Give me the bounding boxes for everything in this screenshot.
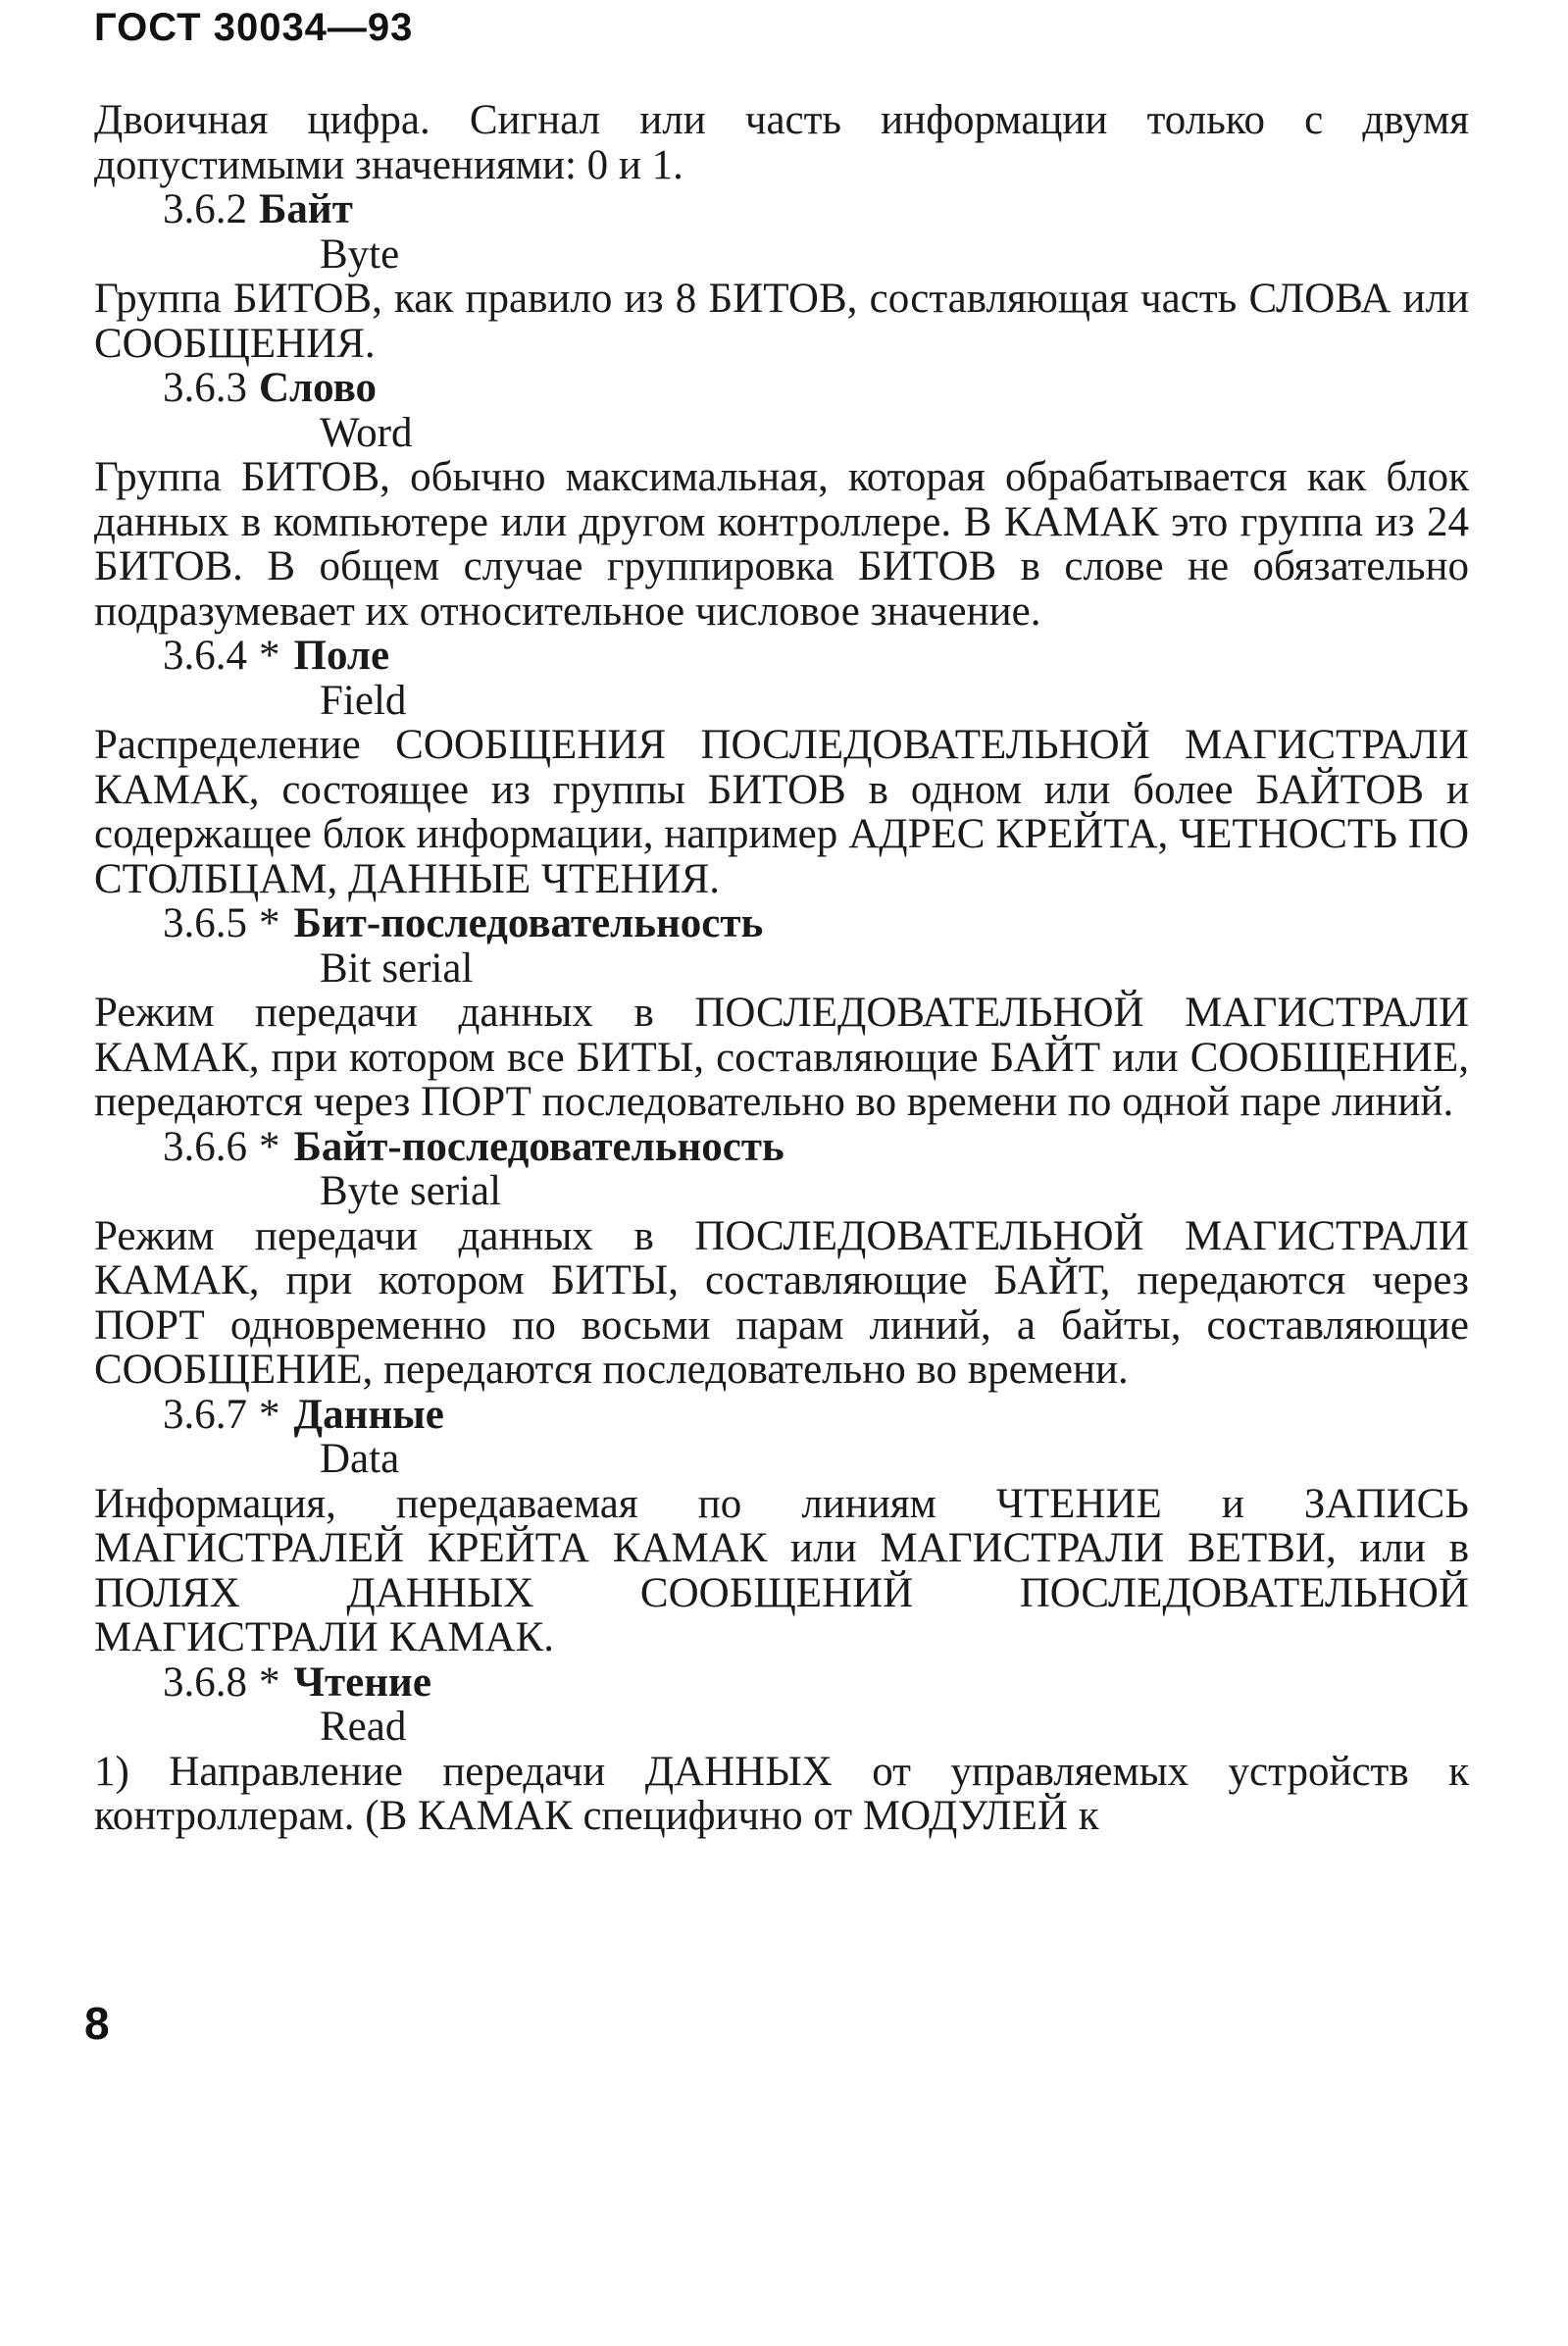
section-title: Байт-последовательность bbox=[293, 1123, 784, 1170]
section-english-term: Bit serial bbox=[320, 944, 474, 992]
section-3-6-2 bbox=[94, 187, 1469, 366]
section-heading bbox=[94, 1393, 1469, 1438]
section-number: 3.6.2 bbox=[163, 186, 247, 232]
section-heading bbox=[94, 187, 1469, 232]
section-heading bbox=[94, 1125, 1469, 1170]
section-english-term: Read bbox=[320, 1704, 407, 1750]
section-english-term: Data bbox=[320, 1436, 400, 1482]
section-heading bbox=[94, 366, 1469, 411]
section-number: 3.6.5 bbox=[163, 900, 247, 946]
document-header: ГОСТ 30034—93 bbox=[94, 6, 414, 49]
section-english-term: Word bbox=[320, 409, 413, 456]
page-content bbox=[94, 98, 1469, 1839]
section-star-marker: * bbox=[259, 900, 280, 946]
section-english-term: Field bbox=[320, 677, 407, 724]
section-number: 3.6.3 bbox=[163, 365, 247, 411]
section-number: 3.6.7 bbox=[163, 1391, 247, 1438]
section-title: Данные bbox=[293, 1391, 444, 1438]
section-title: Слово bbox=[259, 365, 378, 411]
section-title: Чтение bbox=[293, 1658, 431, 1706]
section-body: 1) Направление передачи ДАННЫХ от управляемых устройств к контроллерам. (В КАМАК специфично от МОДУЛЕЙ к bbox=[94, 1748, 1469, 1839]
section-heading bbox=[94, 1660, 1469, 1706]
section-heading bbox=[94, 901, 1469, 946]
section-body: Информация, передаваемая по линиям ЧТЕНИЕ и ЗАПИСЬ МАГИСТРАЛЕЙ КРЕЙТА КАМАК или МАГИСТРАЛИ ВЕТВИ, или в ПОЛЯХ ДАННЫХ СООБЩЕНИЙ ПОСЛЕДОВАТЕЛЬНОЙ МАГИСТРАЛИ КАМАК. bbox=[94, 1480, 1469, 1660]
section-3-6-6 bbox=[94, 1125, 1469, 1393]
section-3-6-4 bbox=[94, 634, 1469, 901]
section-body: Распределение СООБЩЕНИЯ ПОСЛЕДОВАТЕЛЬНОЙ МАГИСТРАЛИ КАМАК, состоящее из группы БИТОВ в одном или более БАЙТОВ и содержащее блок информации, например АДРЕС КРЕЙТА, ЧЕТНОСТЬ ПО СТОЛБЦАМ, ДАННЫЕ ЧТЕНИЯ. bbox=[94, 722, 1469, 902]
intro-paragraph: Двоичная цифра. Сигнал или часть информации только с двумя допустимыми значениями: 0 и 1. bbox=[94, 97, 1469, 188]
section-number: 3.6.8 bbox=[163, 1658, 247, 1706]
section-heading bbox=[94, 634, 1469, 679]
section-3-6-5 bbox=[94, 901, 1469, 1125]
section-3-6-8 bbox=[94, 1660, 1469, 1839]
section-star-marker: * bbox=[259, 1391, 280, 1438]
section-body: Группа БИТОВ, обычно максимальная, которая обрабатывается как блок данных в компьютере или другом контроллере. В КАМАК это группа из 24 БИТОВ. В общем случае группировка БИТОВ в слове не обязательно подразумевает их относительное числовое значение. bbox=[94, 454, 1469, 635]
section-star-marker: * bbox=[259, 1658, 280, 1706]
section-title: Поле bbox=[293, 633, 390, 679]
section-number: 3.6.6 bbox=[163, 1123, 247, 1170]
section-3-6-7 bbox=[94, 1393, 1469, 1660]
page-number: 8 bbox=[84, 1998, 110, 2049]
section-body: Режим передачи данных в ПОСЛЕДОВАТЕЛЬНОЙ МАГИСТРАЛИ КАМАК, при котором все БИТЫ, составляющие БАЙТ или СООБЩЕНИЕ, передаются через ПОРТ последовательно во времени по одной паре линий. bbox=[94, 990, 1469, 1125]
section-3-6-3 bbox=[94, 366, 1469, 634]
section-title: Байт bbox=[259, 186, 353, 232]
section-title: Бит-последовательность bbox=[293, 900, 764, 946]
section-star-marker: * bbox=[259, 1123, 280, 1170]
section-english-term: Byte serial bbox=[320, 1168, 502, 1214]
section-body: Режим передачи данных в ПОСЛЕДОВАТЕЛЬНОЙ МАГИСТРАЛИ КАМАК, при котором БИТЫ, составляющие БАЙТ, передаются через ПОРТ одновременно по восьми парам линий, а байты, составляющие СООБЩЕНИЕ, передаются последовательно во времени. bbox=[94, 1212, 1469, 1393]
section-number: 3.6.4 bbox=[163, 633, 247, 679]
section-star-marker: * bbox=[259, 633, 280, 679]
section-body: Группа БИТОВ, как правило из 8 БИТОВ, составляющая часть СЛОВА или СООБЩЕНИЯ. bbox=[94, 276, 1469, 367]
section-english-term: Byte bbox=[320, 230, 400, 278]
